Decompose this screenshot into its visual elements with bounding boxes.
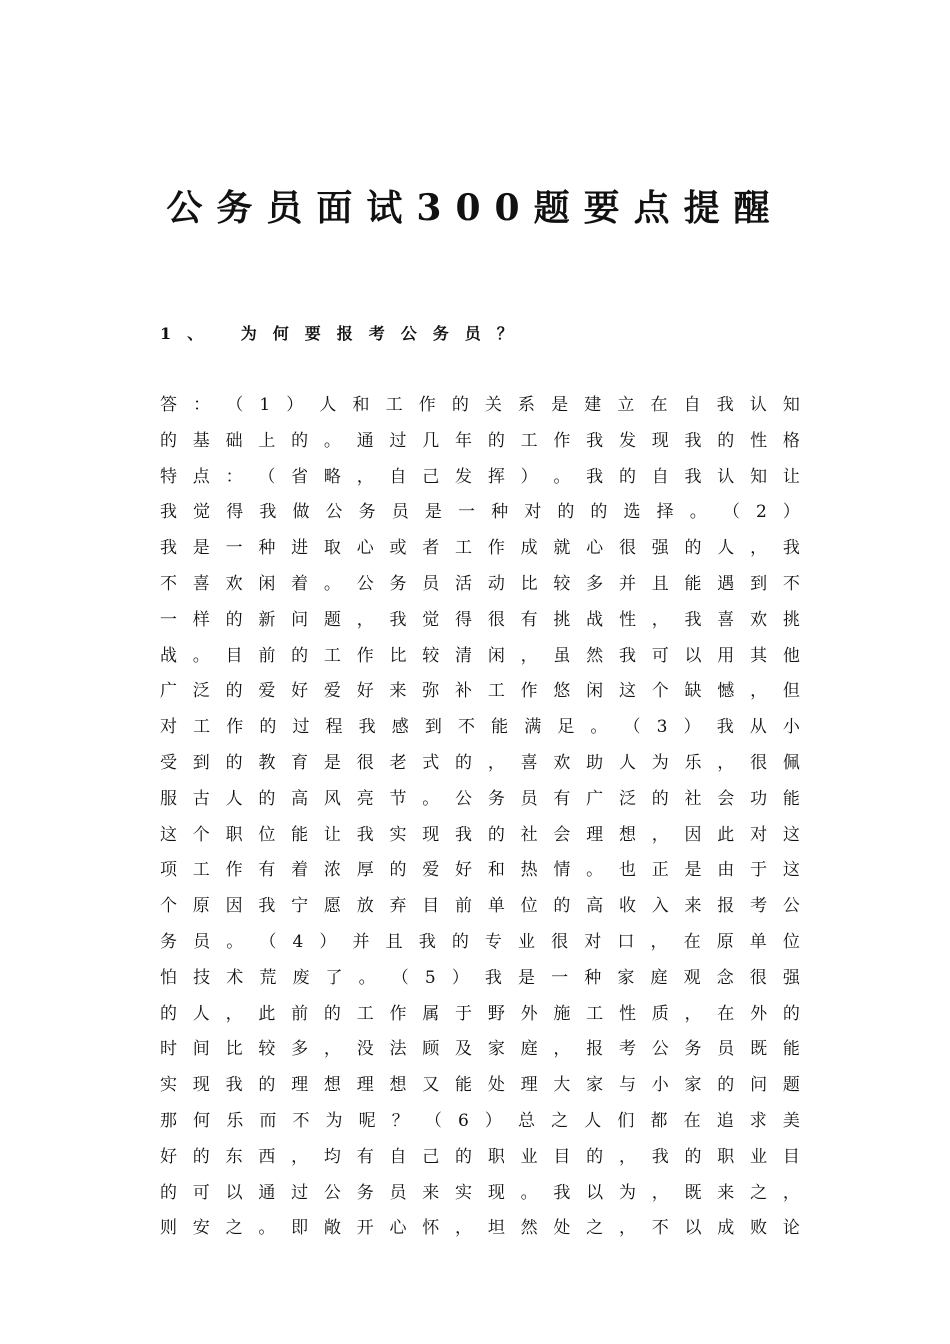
answer-line: 对 工 作 的 过 程 我 感 到 不 能 满 足 。 （ 3 ） 我 从 小 bbox=[160, 717, 800, 738]
answer-line: 服 古 人 的 高 风 亮 节 。 公 务 员 有 广 泛 的 社 会 功 能 bbox=[160, 788, 800, 809]
answer-line: 广 泛 的 爱 好 爱 好 来 弥 补 工 作 悠 闲 这 个 缺 憾 ， 但 bbox=[160, 681, 800, 702]
question-heading: 1、 为何要报考公务员？ bbox=[160, 324, 529, 343]
answer-line: 的 基 础 上 的 。 通 过 几 年 的 工 作 我 发 现 我 的 性 格 bbox=[160, 430, 800, 451]
answer-line: 受 到 的 教 育 是 很 老 式 的 ， 喜 欢 助 人 为 乐 ， 很 佩 bbox=[160, 752, 800, 773]
answer-line: 项 工 作 有 着 浓 厚 的 爱 好 和 热 情 。 也 正 是 由 于 这 bbox=[160, 860, 800, 881]
answer-line: 务 员 。 （ 4 ） 并 且 我 的 专 业 很 对 口 ， 在 原 单 位 bbox=[160, 931, 800, 952]
answer-line: 时 间 比 较 多 ， 没 法 顾 及 家 庭 ， 报 考 公 务 员 既 能 bbox=[160, 1039, 800, 1060]
answer-line: 答 ： （ 1 ） 人 和 工 作 的 关 系 是 建 立 在 自 我 认 知 bbox=[160, 395, 800, 415]
answer-line: 怕 技 术 荒 废 了 。 （ 5 ） 我 是 一 种 家 庭 观 念 很 强 bbox=[160, 967, 800, 988]
answer-line: 那 何 乐 而 不 为 呢 ？ （ 6 ） 总 之 人 们 都 在 追 求 美 bbox=[160, 1110, 800, 1131]
answer-line: 实 现 我 的 理 想 理 想 又 能 处 理 大 家 与 小 家 的 问 题 bbox=[160, 1075, 800, 1096]
answer-line: 这 个 职 位 能 让 我 实 现 我 的 社 会 理 想 ， 因 此 对 这 bbox=[160, 824, 800, 845]
answer-line: 好 的 东 西 ， 均 有 自 己 的 职 业 目 的 ， 我 的 职 业 目 bbox=[160, 1146, 800, 1167]
answer-body bbox=[160, 388, 800, 1247]
answer-line: 则 安 之 。 即 敞 开 心 怀 ， 坦 然 处 之 ， 不 以 成 败 论 bbox=[160, 1218, 800, 1239]
answer-line: 我 是 一 种 进 取 心 或 者 工 作 成 就 心 很 强 的 人 ， 我 bbox=[160, 538, 800, 559]
document-title: 公务员面试300题要点提醒 bbox=[166, 187, 784, 229]
answer-line: 不 喜 欢 闲 着 。 公 务 员 活 动 比 较 多 并 且 能 遇 到 不 bbox=[160, 573, 800, 594]
answer-line: 一 样 的 新 问 题 ， 我 觉 得 很 有 挑 战 性 ， 我 喜 欢 挑 bbox=[160, 609, 800, 630]
answer-line: 特 点 ： （ 省 略 ， 自 己 发 挥 ） 。 我 的 自 我 认 知 让 bbox=[160, 466, 800, 487]
answer-line: 我 觉 得 我 做 公 务 员 是 一 种 对 的 的 选 择 。 （ 2 ） bbox=[160, 502, 800, 523]
answer-line: 的 人 ， 此 前 的 工 作 属 于 野 外 施 工 性 质 ， 在 外 的 bbox=[160, 1003, 800, 1024]
answer-line: 的 可 以 通 过 公 务 员 来 实 现 。 我 以 为 ， 既 来 之 ， bbox=[160, 1182, 800, 1203]
answer-line: 个 原 因 我 宁 愿 放 弃 目 前 单 位 的 高 收 入 来 报 考 公 bbox=[160, 896, 800, 917]
answer-line: 战 。 目 前 的 工 作 比 较 清 闲 ， 虽 然 我 可 以 用 其 他 bbox=[160, 645, 800, 666]
